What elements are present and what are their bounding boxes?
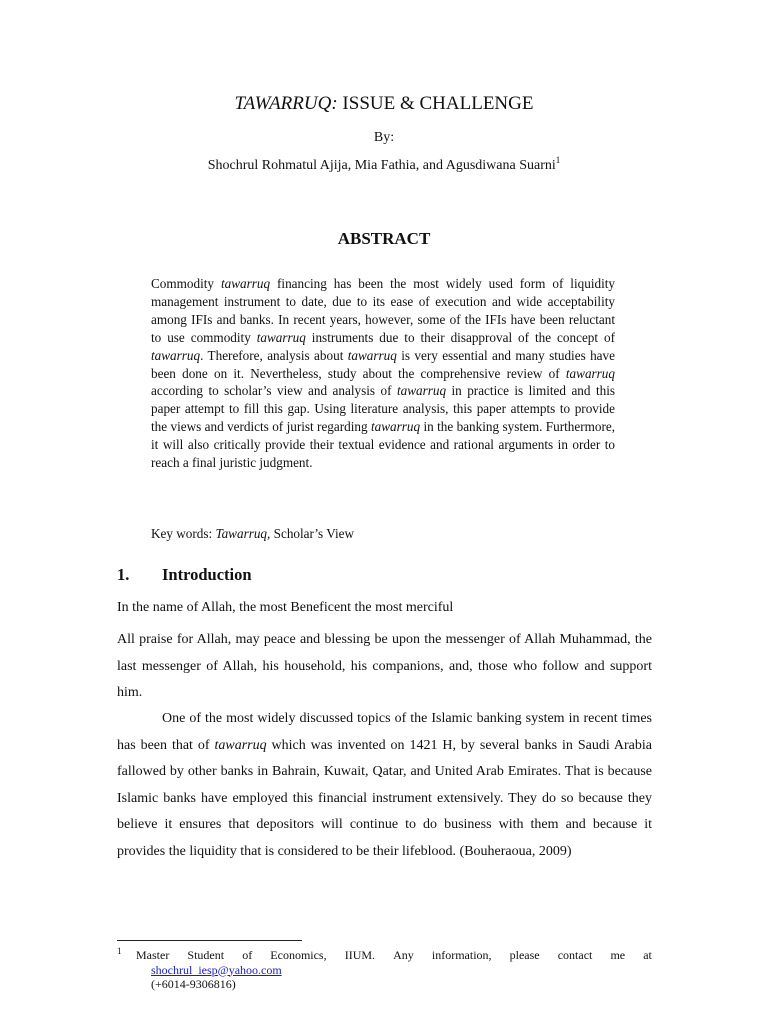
footnote-word: Any (393, 948, 414, 962)
abstract-italic-term: tawarruq (220, 276, 271, 291)
keywords-term: Tawarruq, (215, 526, 271, 541)
praise-paragraph: All praise for Allah, may peace and blessing be upon the messenger of Allah Muhammad, the last messenger of Allah, his household, his companions, and, those who follow and support him. (117, 632, 652, 700)
footnote-mark: 1 (117, 946, 122, 956)
keywords-rest: Scholar’s View (270, 526, 355, 541)
title-italic-term: TAWARRUQ: (234, 93, 338, 114)
footnote-word: Student (187, 948, 225, 962)
abstract-text-run: is very essential and many studies have been done on it. Nevertheless, study about the comprehensive review of (151, 347, 615, 381)
footnote-first-line (136, 948, 652, 963)
abstract-italic-term: tawarruq (396, 383, 447, 399)
keywords-line (151, 525, 615, 543)
abstract-text-run: . Therefore, analysis about (200, 347, 348, 363)
author-names: Shochrul Rohmatul Ajija, Mia Fathia, and Agusdiwana Suarni (207, 158, 556, 173)
author-line (0, 155, 768, 174)
footnote-word: me (610, 948, 626, 962)
section-number: 1. (117, 565, 130, 584)
footnote-phone: (+6014-9306816) (151, 977, 236, 991)
intro-paragraph (117, 706, 652, 865)
footnote-word: IIUM. (344, 948, 376, 962)
abstract-italic-term: tawarruq (565, 365, 615, 381)
intro-term: tawarruq (214, 737, 267, 753)
by-label: By: (373, 130, 395, 145)
abstract-text-run: Commodity (151, 276, 221, 291)
abstract-text-run: in the banking system. Furthermore, it will also critically provide their textual evidence and rational arguments in order to reach a final juristic judgment. (151, 419, 615, 471)
abstract-text-run: according to scholar’s view and analysis of (151, 383, 397, 399)
abstract-italic-term: tawarruq (256, 329, 306, 345)
abstract-italic-term: tawarruq (370, 419, 421, 435)
basmala-paragraph: In the name of Allah, the most Beneficent the most merciful (117, 600, 454, 615)
footnote-word: of (242, 948, 253, 962)
footnote-word: at (643, 948, 652, 962)
footnote-word: information, (431, 948, 492, 962)
section-heading (117, 565, 252, 585)
abstract-italic-term: tawarruq (151, 347, 201, 363)
footnote-word: Master (136, 948, 170, 962)
title-rest: ISSUE & CHALLENGE (337, 93, 534, 114)
intro-text-b: which was invented on 1421 H, by several banks in Saudi Arabia fallowed by other banks in Bahrain, Kuwait, Qatar, and United Arab Emirates. That is because Islamic banks have employed this financial instrument extensively. They do so because they believe it ensures that depositors will continue to do business with them and because it provides the liquidity that is considered to be their lifeblood. (Bouheraoua, 2009) (117, 737, 652, 859)
abstract-text-run: in practice is limited and this paper attempt to fill this gap. Using literature analysis, this paper attempts to provide the views and verdicts of jurist regarding (151, 383, 615, 435)
abstract-heading: ABSTRACT (337, 229, 431, 248)
footnote-word: please (509, 948, 540, 962)
footnote-divider (117, 940, 302, 941)
paper-title (0, 93, 768, 115)
keywords-label: Key words: (151, 526, 216, 541)
abstract-italic-term: tawarruq (347, 347, 397, 363)
author-footnote-mark: 1 (555, 155, 561, 165)
footnote-email-link[interactable]: shochrul_iesp@yahoo.com (151, 962, 282, 977)
footnote-word: Economics, (270, 948, 327, 962)
abstract-text-run: instruments due to their disapproval of the concept of (305, 329, 615, 345)
section-title: Introduction (162, 565, 252, 584)
abstract-body (151, 275, 615, 472)
abstract-text-run: financing has been the most widely used form of liquidity management instrument to date, due to its ease of execution and wide acceptability among IFIs and banks. In recent years, however, some of the IFIs have been reluctant to use commodity (151, 276, 615, 345)
footnote-word: contact (557, 948, 593, 962)
intro-text-a: One of the most widely discussed topics of the Islamic banking system in recent times has been that of (117, 711, 652, 753)
footnote-text (136, 948, 652, 992)
